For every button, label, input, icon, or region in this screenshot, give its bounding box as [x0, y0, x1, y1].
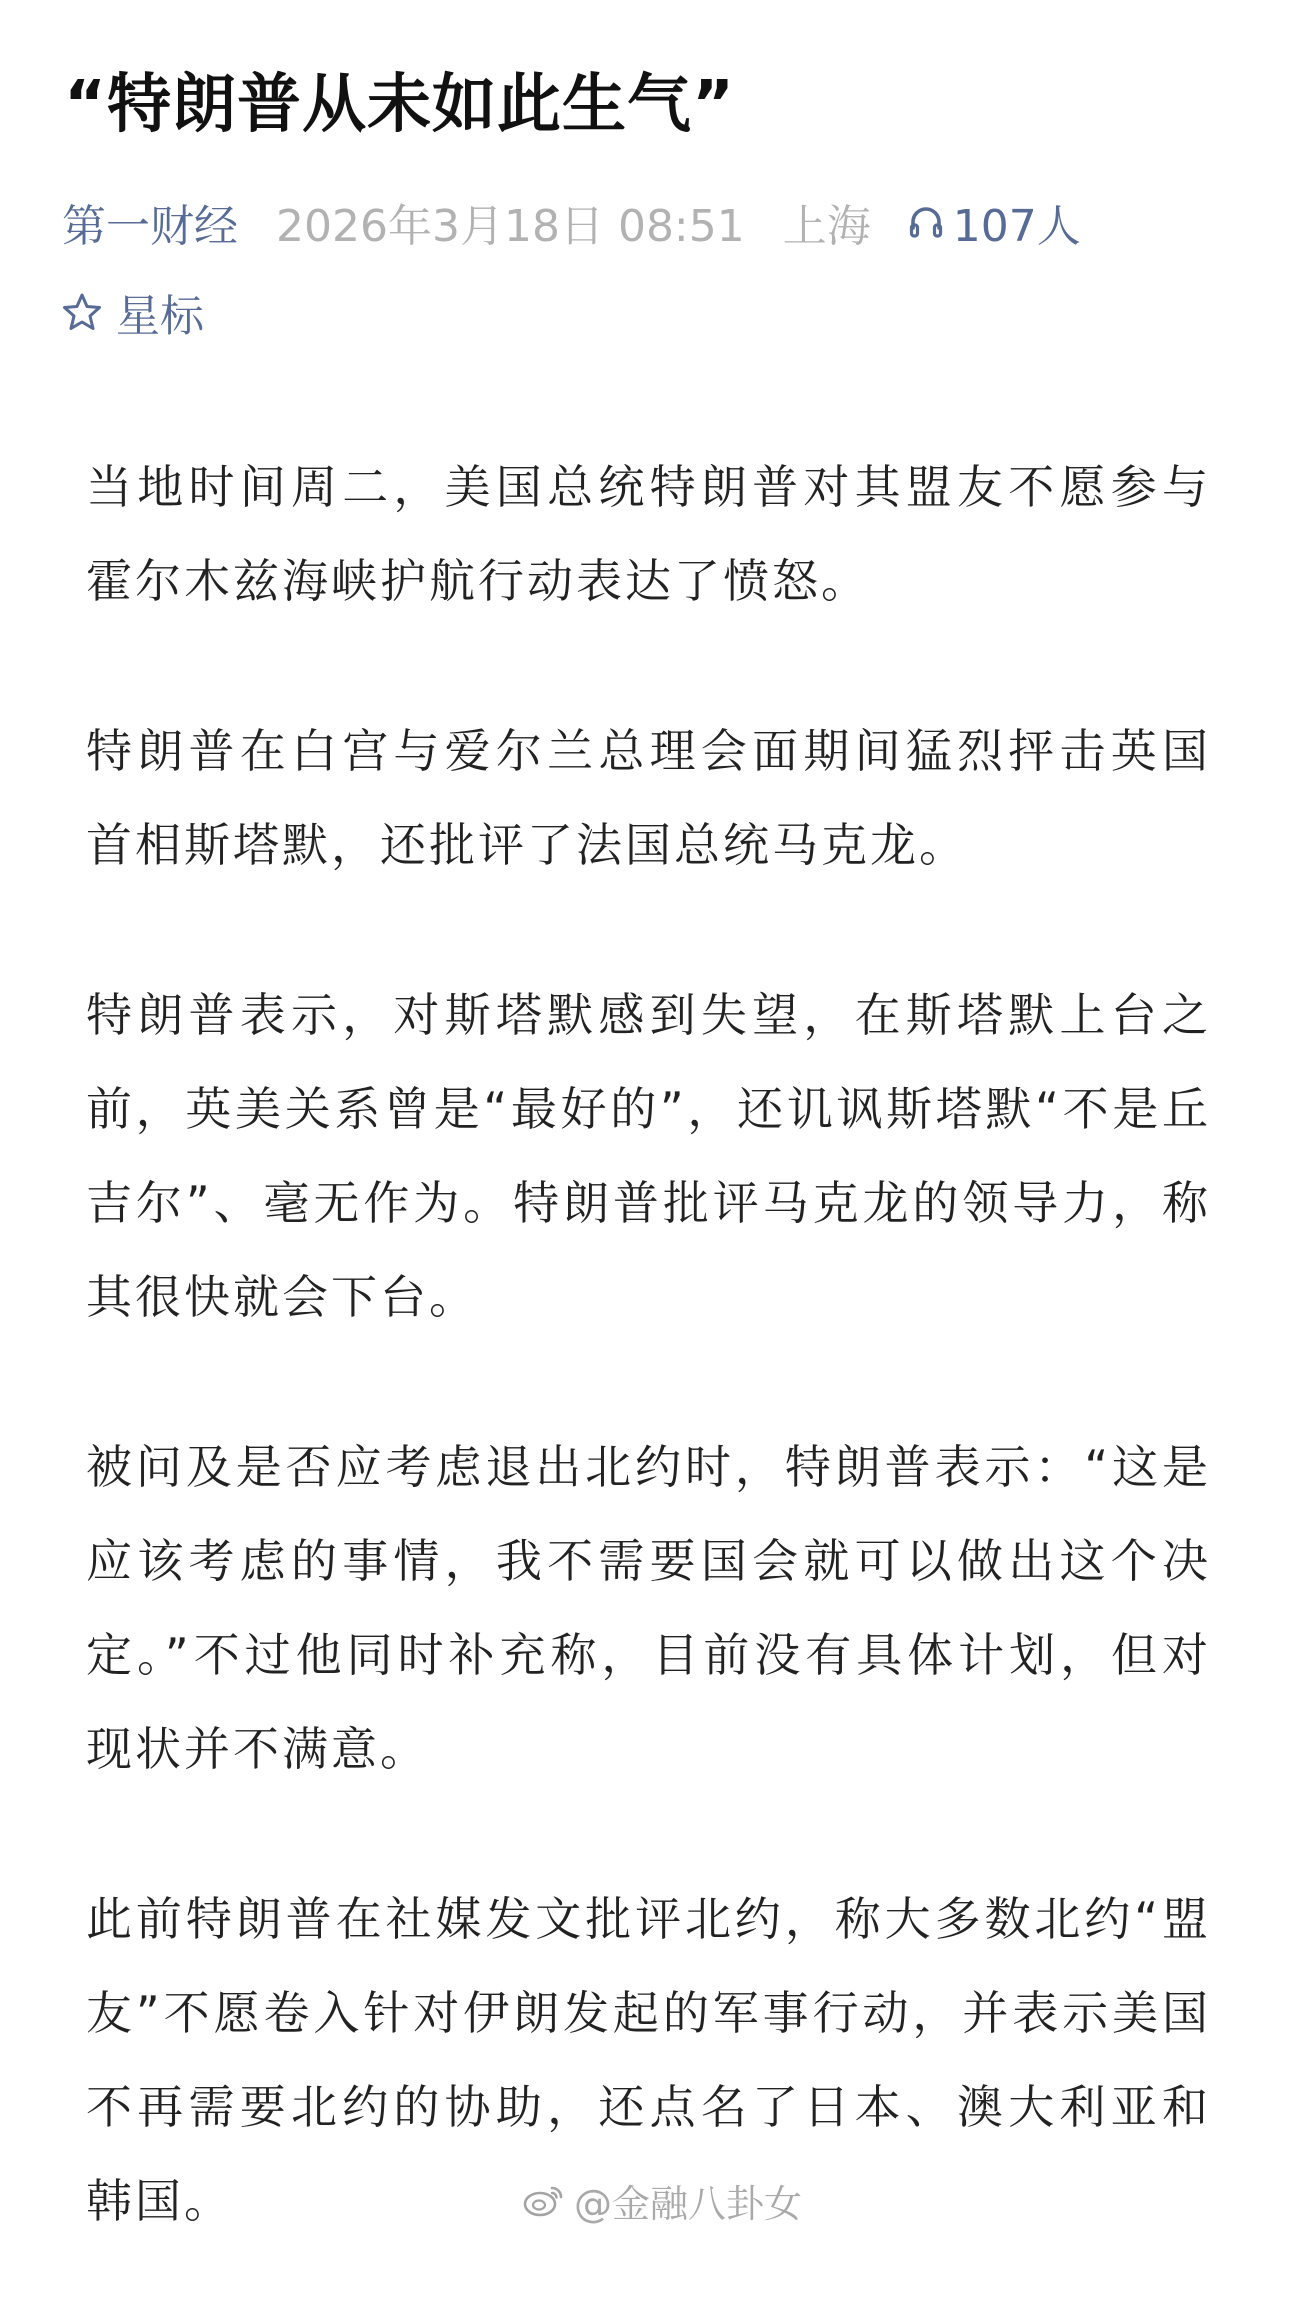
paragraph: 此前特朗普在社媒发文批评北约，称大多数北约“盟友”不愿卷入针对伊朗发起的军事行动，并表示美国不再需要北约的协助，还点名了日本、澳大利亚和韩国。	[86, 1892, 1211, 2228]
article-meta	[62, 190, 1081, 254]
listen-button[interactable]	[909, 190, 1081, 254]
paragraph: 当地时间周二，美国总统特朗普对其盟友不愿参与霍尔木兹海峡护航行动表达了愤怒。	[86, 460, 1211, 608]
listener-count: 107人	[952, 201, 1081, 252]
headphones-icon	[909, 204, 943, 240]
watermark-text: @金融八卦女	[574, 2181, 803, 2226]
article-title: “特朗普从未如此生气”	[64, 68, 736, 142]
publish-date: 2026年3月18日 08:51	[276, 201, 745, 252]
star-outline-icon	[62, 292, 102, 332]
paragraph: 被问及是否应考虑退出北约时，特朗普表示：“这是应该考虑的事情，我不需要国会就可以做出这个决定。”不过他同时补充称，目前没有具体计划，但对现状并不满意。	[86, 1440, 1211, 1776]
paragraph: 特朗普在白宫与爱尔兰总理会面期间猛烈抨击英国首相斯塔默，还批评了法国总统马克龙。	[86, 724, 1211, 872]
paragraph: 特朗普表示，对斯塔默感到失望，在斯塔默上台之前，英美关系曾是“最好的”，还讥讽斯塔默“不是丘吉尔”、毫无作为。特朗普批评马克龙的领导力，称其很快就会下台。	[86, 988, 1211, 1324]
weibo-icon	[522, 2182, 566, 2218]
star-button[interactable]	[62, 280, 204, 344]
weibo-watermark	[522, 2175, 802, 2225]
publish-location: 上海	[782, 201, 871, 252]
article-body	[86, 440, 1211, 2324]
star-label: 星标	[116, 291, 204, 342]
account-name-link[interactable]: 第一财经	[62, 201, 238, 252]
